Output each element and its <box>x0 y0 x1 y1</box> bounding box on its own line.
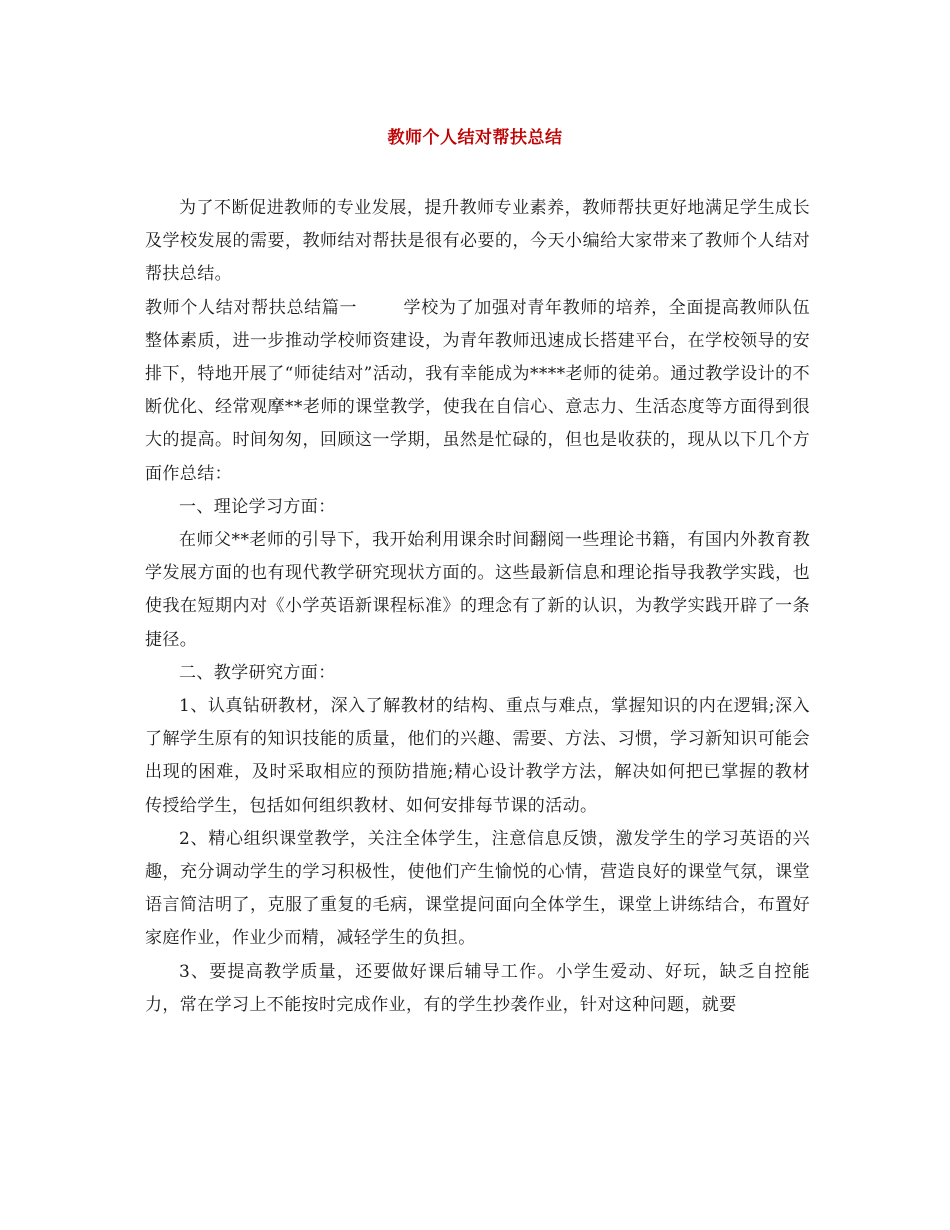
research-heading: 二、教学研究方面： <box>179 662 336 683</box>
research-item-3: 3、要提高教学质量，还要做好课后辅导工作。小学生爱动、好玩，缺乏自控能力，常在学习上不能按时完成作业，有的学生抄袭作业，针对这种问题，就要 <box>145 961 810 1015</box>
document-body <box>145 192 810 1022</box>
section-heading: 教师个人结对帮扶总结篇一 <box>145 297 358 318</box>
section-one-paragraph <box>145 292 810 491</box>
theory-heading: 一、理论学习方面： <box>179 496 336 517</box>
intro-paragraph: 为了不断促进教师的专业发展，提升教师专业素养，教师帮扶更好地满足学生成长及学校发展的需要，教师结对帮扶是很有必要的，今天小编给大家带来了教师个人结对帮扶总结。 <box>145 198 810 285</box>
theory-paragraph: 在师父**老师的引导下，我开始利用课余时间翻阅一些理论书籍，有国内外教育教学发展方面的也有现代教学研究现状方面的。这些最新信息和理论指导我教学实践，也使我在短期内对《小学英语新课程标准》的理念有了新的认识，为教学实践开辟了一条捷径。 <box>145 530 810 650</box>
research-item-1: 1、认真钻研教材，深入了解教材的结构、重点与难点，掌握知识的内在逻辑;深入了解学生原有的知识技能的质量，他们的兴趣、需要、方法、习惯，学习新知识可能会出现的困难，及时采取相应的预防措施;精心设计教学方法，解决如何把已掌握的教材传授给学生，包括如何组织教材、如何安排每节课的活动。 <box>145 696 810 816</box>
research-item-2: 2、精心组织课堂教学，关注全体学生，注意信息反馈，激发学生的学习英语的兴趣，充分调动学生的学习积极性，使他们产生愉悦的心情，营造良好的课堂气氛，课堂语言简洁明了，克服了重复的毛病，课堂提问面向全体学生，课堂上讲练结合，布置好家庭作业，作业少而精，减轻学生的负担。 <box>145 828 810 949</box>
document-title: 教师个人结对帮扶总结 <box>387 128 563 148</box>
section-one-text: 学校为了加强对青年教师的培养，全面提高教师队伍整体素质，进一步推动学校师资建设，为青年教师迅速成长搭建平台，在学校领导的安排下，特地开展了“师徒结对”活动，我有幸能成为****老师的徒弟。通过教学设计的不断优化、经常观摩**老师的课堂教学，使我在自信心、意志力、生活态度等方面得到很大的提高。时间匆匆，回顾这一学期，虽然是忙碌的，但也是收获的，现从以下几个方面作总结： <box>145 297 810 484</box>
